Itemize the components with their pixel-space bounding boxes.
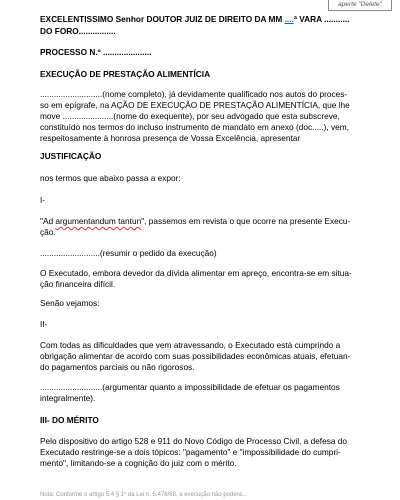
- delete-hint-tag: aperte "Delete": [328, 0, 392, 11]
- intro-line: respeitosamente à honrosa presença de Vossa Excelência, apresentar: [40, 133, 301, 143]
- court-header-text: EXCELENTISSIMO Senhor DOUTOR JUIZ DE DIREITO DA MM: [40, 14, 285, 24]
- merito-heading: III- DO MÉRITO: [40, 415, 99, 425]
- text-line: integralmente).: [40, 393, 96, 403]
- text-line: obrigação alimentar de acordo com suas possibilidades econômicas atuais, efetuan-: [40, 351, 351, 361]
- dispositivo-paragraph: [40, 436, 368, 469]
- processo-number: PROCESSO N.º .....................: [40, 47, 152, 57]
- senao-vejamos: Senão vejamos:: [40, 298, 100, 308]
- text-line: Pelo dispositivo do artigo 528 e 911 do Novo Código de Processo Civil, a defesa do: [40, 436, 348, 446]
- text-line: do pagamentos parciais ou não rigorosos.: [40, 362, 195, 372]
- intro-line: move ......................(nome do exequente), por seu advogado que esta subscreve,: [40, 111, 340, 121]
- text-line: O Executado, embora devedor da dívida alimentar em apreço, encontra-se em situa-: [40, 268, 352, 278]
- text-span: ": [141, 216, 145, 226]
- text-line: mento", limitando-se a cognição do juiz com o mérito.: [40, 458, 237, 468]
- latin-phrase: argumentandum tantun: [55, 216, 142, 226]
- intro-line: constituído nos termos do incluso instrumento de mandato em anexo (doc.....), vem,: [40, 122, 349, 132]
- section-2-label: II-: [40, 319, 48, 329]
- ad-argumentandum-line: [40, 216, 368, 227]
- court-header-vara: ª VARA ...........: [293, 14, 350, 24]
- intro-line: so em epígrafe, na AÇÃO DE EXECUÇÃO DE PRESTAÇÃO ALIMENTÍCIA, que lhe: [40, 100, 350, 110]
- resumir-placeholder: ..........................(resumir o pedido da execução): [40, 248, 217, 258]
- text-line: ção financeira difícil.: [40, 279, 116, 289]
- court-header-line2: DO FORO................: [40, 26, 116, 36]
- ad-argumentandum-paragraph: [40, 216, 368, 238]
- intro-paragraph: [40, 89, 368, 144]
- dificuldades-paragraph: [40, 340, 368, 373]
- text-span: , passemos em revista o que ocorre na presente Execu-: [144, 216, 351, 226]
- text-span: "Ad: [40, 216, 56, 226]
- text-line: Executado restringe-se a dois tópicos: "pagamento" e "impossibilidade do cumpri-: [40, 447, 341, 457]
- nos-termos-text: nos termos que abaixo passa a expor:: [40, 173, 181, 183]
- argumentar-paragraph: [40, 382, 368, 404]
- footnote-text: Nota: Conforme o artigo 5.4 § 1º da Lei n. 5.478/68, a execução não poderá...: [40, 492, 247, 498]
- intro-line: ...........................(nome completo), já devidamente qualificado nos autos do proces-: [40, 89, 348, 99]
- justificacao-heading: JUSTIFICAÇÃO: [40, 151, 102, 161]
- court-header-line1: [40, 14, 370, 25]
- text-line: ...........................(argumentar quanto a impossibilidade de efetuar os pagamentos: [40, 382, 340, 392]
- text-line: ção.: [40, 227, 56, 237]
- executado-paragraph: [40, 268, 368, 290]
- court-header-placeholder: ....: [284, 14, 294, 24]
- document-title: EXECUÇÃO DE PRESTAÇÃO ALIMENTÍCIA: [40, 69, 211, 79]
- section-1-label: I-: [40, 195, 46, 205]
- text-line: Com todas as dificuldades que vem atravessando, o Executado está cumprindo a: [40, 340, 341, 350]
